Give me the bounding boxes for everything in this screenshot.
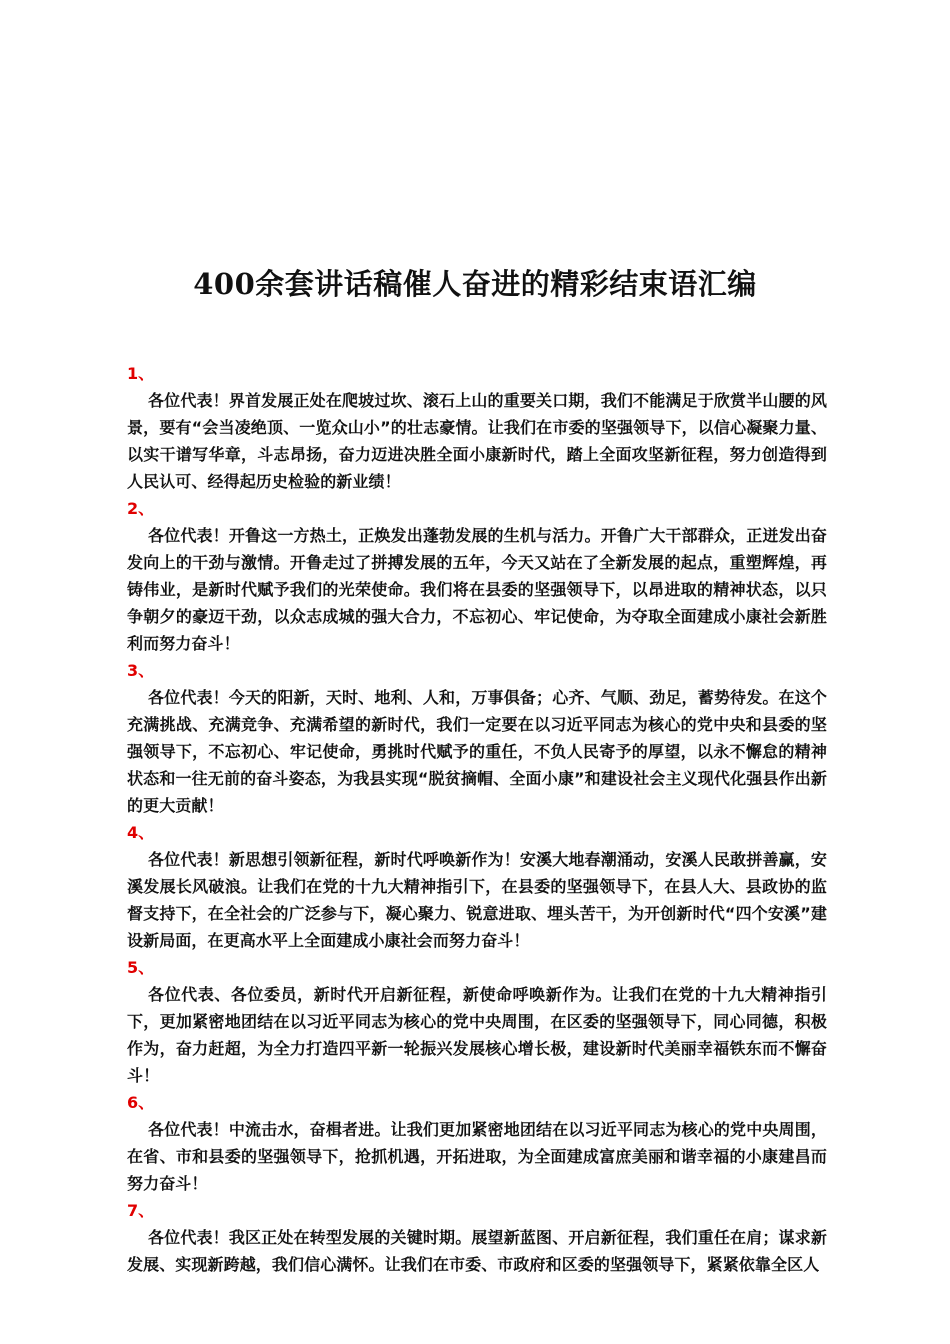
list-item — [127, 1197, 827, 1278]
item-text: 各位代表！开鲁这一方热土，正焕发出蓬勃发展的生机与活力。开鲁广大干部群众，正迸发出奋发向上的干劲与激情。开鲁走过了拼搏发展的五年，今天又站在了全新发展的起点，重塑辉煌，再铸伟业，是新时代赋予我们的光荣使命。我们将在县委的坚强领导下，以昂进取的精神状态，以只争朝夕的豪迈干劲，以众志成城的强大合力，不忘初心、牢记使命，为夺取全面建成小康社会新胜利而努力奋斗！ — [127, 526, 827, 653]
item-number: 7、 — [127, 1201, 155, 1220]
item-text: 各位代表！界首发展正处在爬坡过坎、滚石上山的重要关口期，我们不能满足于欣赏半山腰的风景，要有“会当凌绝顶、一览众山小”的壮志豪情。让我们在市委的坚强领导下，以信心凝聚力量、以实干谱写华章，斗志昂扬，奋力迈进决胜全面小康新时代，踏上全面攻坚新征程，努力创造得到人民认可、经得起历史检验的新业绩！ — [127, 391, 827, 491]
item-number: 2、 — [127, 499, 155, 518]
item-text: 各位代表、各位委员，新时代开启新征程，新使命呼唤新作为。让我们在党的十九大精神指引下，更加紧密地团结在以习近平同志为核心的党中央周围，在区委的坚强领导下，同心同德，积极作为，奋力赶超，为全力打造四平新一轮振兴发展核心增长极，建设新时代美丽幸福铁东而不懈奋斗！ — [127, 985, 827, 1085]
item-text: 各位代表！新思想引领新征程，新时代呼唤新作为！安溪大地春潮涌动，安溪人民敢拼善赢，安溪发展长风破浪。让我们在党的十九大精神指引下，在县委的坚强领导下，在县人大、县政协的监督支持下，在全社会的广泛参与下，凝心聚力、锐意进取、埋头苦干，为开创新时代“四个安溪”建设新局面，在更高水平上全面建成小康社会而努力奋斗！ — [127, 850, 827, 950]
list-item — [127, 1089, 827, 1197]
document-body — [127, 360, 827, 1278]
item-text: 各位代表！今天的阳新，天时、地利、人和，万事俱备；心齐、气顺、劲足，蓄势待发。在这个充满挑战、充满竞争、充满希望的新时代，我们一定要在以习近平同志为核心的党中央和县委的坚强领导下，不忘初心、牢记使命，勇挑时代赋予的重任，不负人民寄予的厚望，以永不懈怠的精神状态和一往无前的奋斗姿态，为我县实现“脱贫摘帽、全面小康”和建设社会主义现代化强县作出新的更大贡献！ — [127, 688, 827, 815]
item-number: 3、 — [127, 661, 155, 680]
item-number: 1、 — [127, 364, 155, 383]
item-text: 各位代表！中流击水，奋楫者进。让我们更加紧密地团结在以习近平同志为核心的党中央周围，在省、市和县委的坚强领导下，抢抓机遇，开拓进取，为全面建成富庶美丽和谐幸福的小康建昌而努力奋斗！ — [127, 1120, 827, 1193]
item-text: 各位代表！我区正处在转型发展的关键时期。展望新蓝图、开启新征程，我们重任在肩；谋求新发展、实现新跨越，我们信心满怀。让我们在市委、市政府和区委的坚强领导下，紧紧依靠全区人 — [127, 1228, 827, 1274]
item-number: 5、 — [127, 958, 155, 977]
list-item — [127, 954, 827, 1089]
list-item — [127, 657, 827, 819]
list-item — [127, 819, 827, 954]
item-number: 6、 — [127, 1093, 155, 1112]
list-item — [127, 360, 827, 495]
list-item — [127, 495, 827, 657]
document-title: 400余套讲话稿催人奋进的精彩结束语汇编 — [193, 267, 757, 301]
item-number: 4、 — [127, 823, 155, 842]
